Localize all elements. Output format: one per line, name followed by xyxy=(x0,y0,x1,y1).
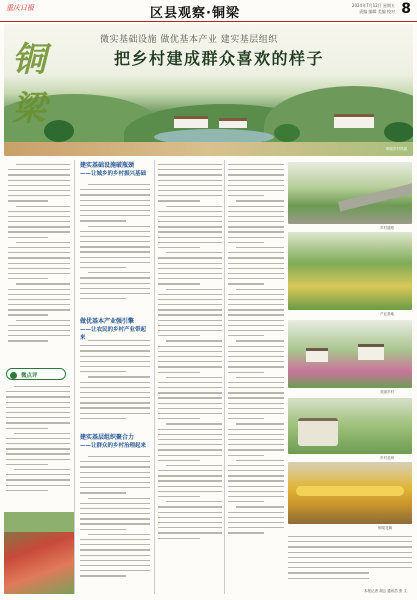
comment-badge xyxy=(6,368,66,380)
closing-text xyxy=(288,534,412,586)
photo-flowers-caption: 乡村花海 xyxy=(380,456,394,460)
photo-field xyxy=(288,232,412,310)
body-column-4 xyxy=(228,162,284,594)
section-1-subtitle: ——让城乡的乡村振兴基础 xyxy=(80,171,147,177)
body-column-3 xyxy=(158,162,222,594)
tree xyxy=(44,120,74,142)
photo-village-caption: 美丽乡村 xyxy=(380,390,394,394)
section-heading-3 xyxy=(80,434,150,450)
sub-headline: 微实基础设施 做优基本产业 建实基层组织 xyxy=(100,35,278,45)
comment-badge-label: 微点评 xyxy=(21,373,38,379)
section-1-body xyxy=(80,182,150,314)
hero-banner xyxy=(4,24,413,156)
building xyxy=(219,118,247,128)
hero-photo-caption: 铜梁乡村风貌 xyxy=(386,147,407,151)
comment-text xyxy=(6,384,70,504)
building xyxy=(174,116,208,128)
date-line: 2024年7月12日 星期五 xyxy=(351,3,395,8)
photo-dragon-dance xyxy=(288,462,412,524)
column-divider xyxy=(224,160,225,594)
intro-column xyxy=(8,162,70,364)
text-lines xyxy=(8,162,70,344)
editor-line: 责编 编辑 美编 校对 xyxy=(359,9,395,14)
page-meta xyxy=(315,3,395,15)
photo-flower-field xyxy=(4,512,74,594)
building xyxy=(334,114,374,128)
masthead xyxy=(0,0,417,22)
tree xyxy=(384,122,413,142)
leaf-icon xyxy=(10,372,17,379)
photo-village xyxy=(288,320,412,388)
field-strip xyxy=(4,142,413,156)
photo-road-caption: 乡村道路 xyxy=(380,226,394,230)
section-3-body xyxy=(80,454,150,594)
photo-flowers xyxy=(288,398,412,454)
section-3-subtitle: ——让群众的乡村治理起来 xyxy=(80,443,147,449)
section-2-subtitle: ——让农民的乡村产业带起来 xyxy=(80,327,147,341)
emblem-logo: 铜梁 xyxy=(12,40,40,129)
main-headline: 把乡村建成群众喜欢的样子 xyxy=(114,49,325,68)
column-divider xyxy=(74,160,75,594)
section-2-title: 做优基本产业强引擎 xyxy=(80,318,135,325)
section-1-title: 建实基础设施破瓶颈 xyxy=(80,162,135,169)
section-3-title: 建实基层组织聚合力 xyxy=(80,434,135,441)
photo-field-caption: 产业基地 xyxy=(380,312,394,316)
comment-box xyxy=(6,368,70,506)
photo-road xyxy=(288,162,412,224)
section-title: 区县观察·铜梁 xyxy=(150,6,240,21)
page-number: 8 xyxy=(401,1,411,17)
section-2-body xyxy=(80,338,150,430)
author-credit: 本报记者 胡云 通讯员 张 文 xyxy=(364,589,407,593)
column-divider xyxy=(154,160,155,594)
section-heading-1 xyxy=(80,162,150,178)
photo-dragon-caption: 铜梁龙舞 xyxy=(378,526,392,530)
newspaper-logo: 重庆日报 xyxy=(6,4,34,12)
tree xyxy=(274,124,300,142)
